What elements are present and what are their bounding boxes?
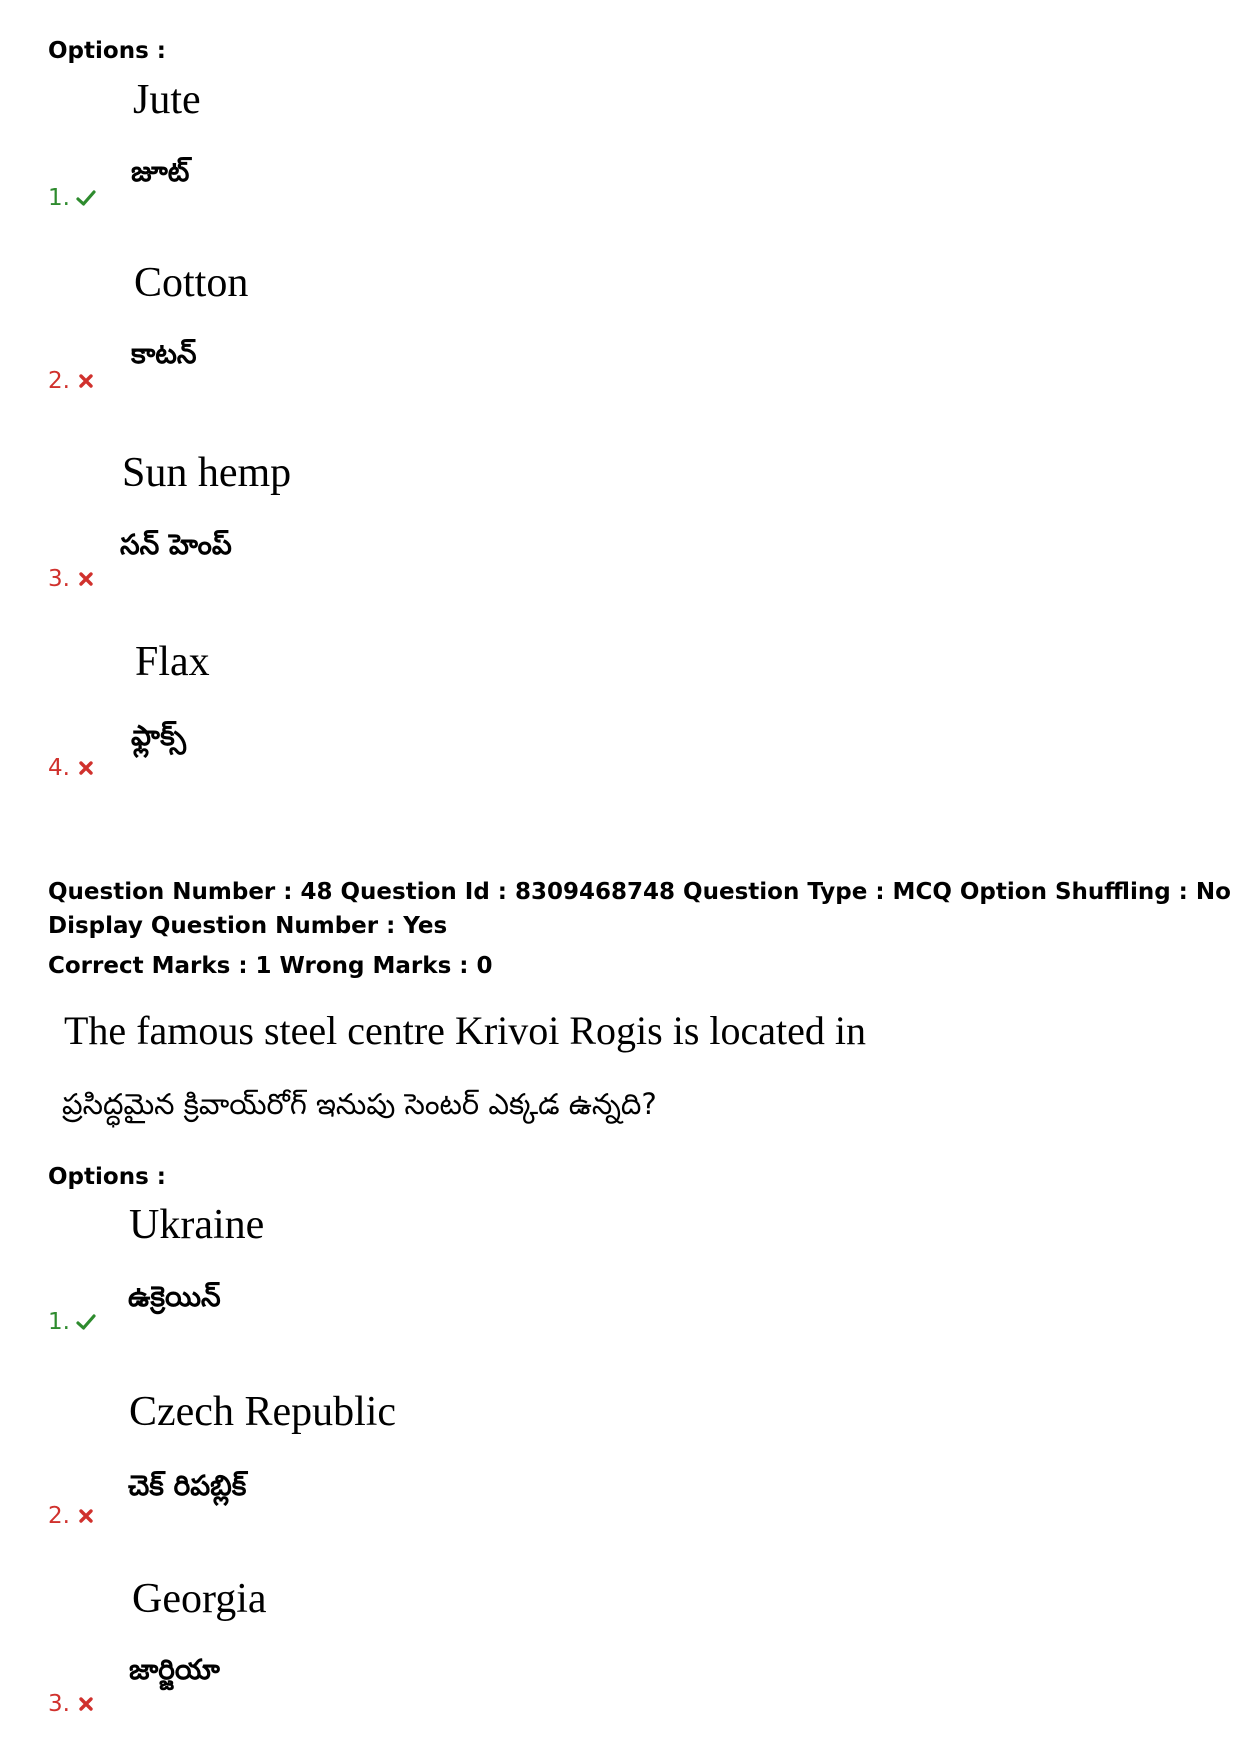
q48-option-3-marker <box>48 1690 96 1718</box>
q48-option-1-english: Ukraine <box>129 1202 265 1248</box>
cross-icon <box>76 569 96 589</box>
question-marks: Correct Marks : 1 Wrong Marks : 0 <box>48 953 493 979</box>
question-text-english: The famous steel centre Krivoi Rogis is located in <box>64 1008 867 1053</box>
option-number: 1. <box>48 1309 70 1335</box>
q48-option-3-telugu: జార్జియా <box>129 1653 220 1686</box>
option-2-marker <box>48 367 96 395</box>
cross-icon <box>76 1694 96 1714</box>
q48-option-2-english: Czech Republic <box>129 1389 397 1435</box>
option-3-marker <box>48 565 96 593</box>
q48-option-2-telugu: చెక్ రిపబ్లిక్ <box>128 1469 247 1502</box>
check-icon <box>76 188 96 208</box>
option-number: 4. <box>48 755 70 781</box>
q48-option-1-marker <box>48 1308 96 1336</box>
q48-option-1-telugu: ఉక్రెయిన్ <box>128 1280 221 1313</box>
option-3-telugu: సన్ హెంప్ <box>120 528 232 561</box>
option-4-english: Flax <box>135 639 210 685</box>
q48-option-2-marker <box>48 1502 96 1530</box>
cross-icon <box>76 371 96 391</box>
option-number: 1. <box>48 185 70 211</box>
option-2-telugu: కాటన్ <box>131 337 197 370</box>
q48-option-3-english: Georgia <box>132 1576 267 1622</box>
check-icon <box>76 1312 96 1332</box>
option-number: 3. <box>48 566 70 592</box>
question-meta-line-2: Display Question Number : Yes <box>48 913 448 939</box>
question-text-telugu: ప్రసిద్ధమైన క్రివాయ్‌రోగ్ ఇనుపు సెంటర్ ఎక్కడ ఉన్నది? <box>62 1087 657 1121</box>
option-1-english: Jute <box>133 77 201 123</box>
cross-icon <box>76 1506 96 1526</box>
options-label: Options : <box>48 1164 166 1190</box>
option-4-marker <box>48 754 96 782</box>
options-label: Options : <box>48 38 166 64</box>
option-1-telugu: జూట్ <box>131 155 190 188</box>
option-4-telugu: ఫ్లాక్స్ <box>131 719 187 752</box>
option-3-english: Sun hemp <box>122 450 292 496</box>
option-number: 2. <box>48 368 70 394</box>
option-number: 2. <box>48 1503 70 1529</box>
option-1-marker <box>48 184 96 212</box>
cross-icon <box>76 758 96 778</box>
question-meta-line-1: Question Number : 48 Question Id : 8309468748 Question Type : MCQ Option Shuffling : No <box>48 879 1231 905</box>
option-number: 3. <box>48 1691 70 1717</box>
option-2-english: Cotton <box>134 260 249 306</box>
